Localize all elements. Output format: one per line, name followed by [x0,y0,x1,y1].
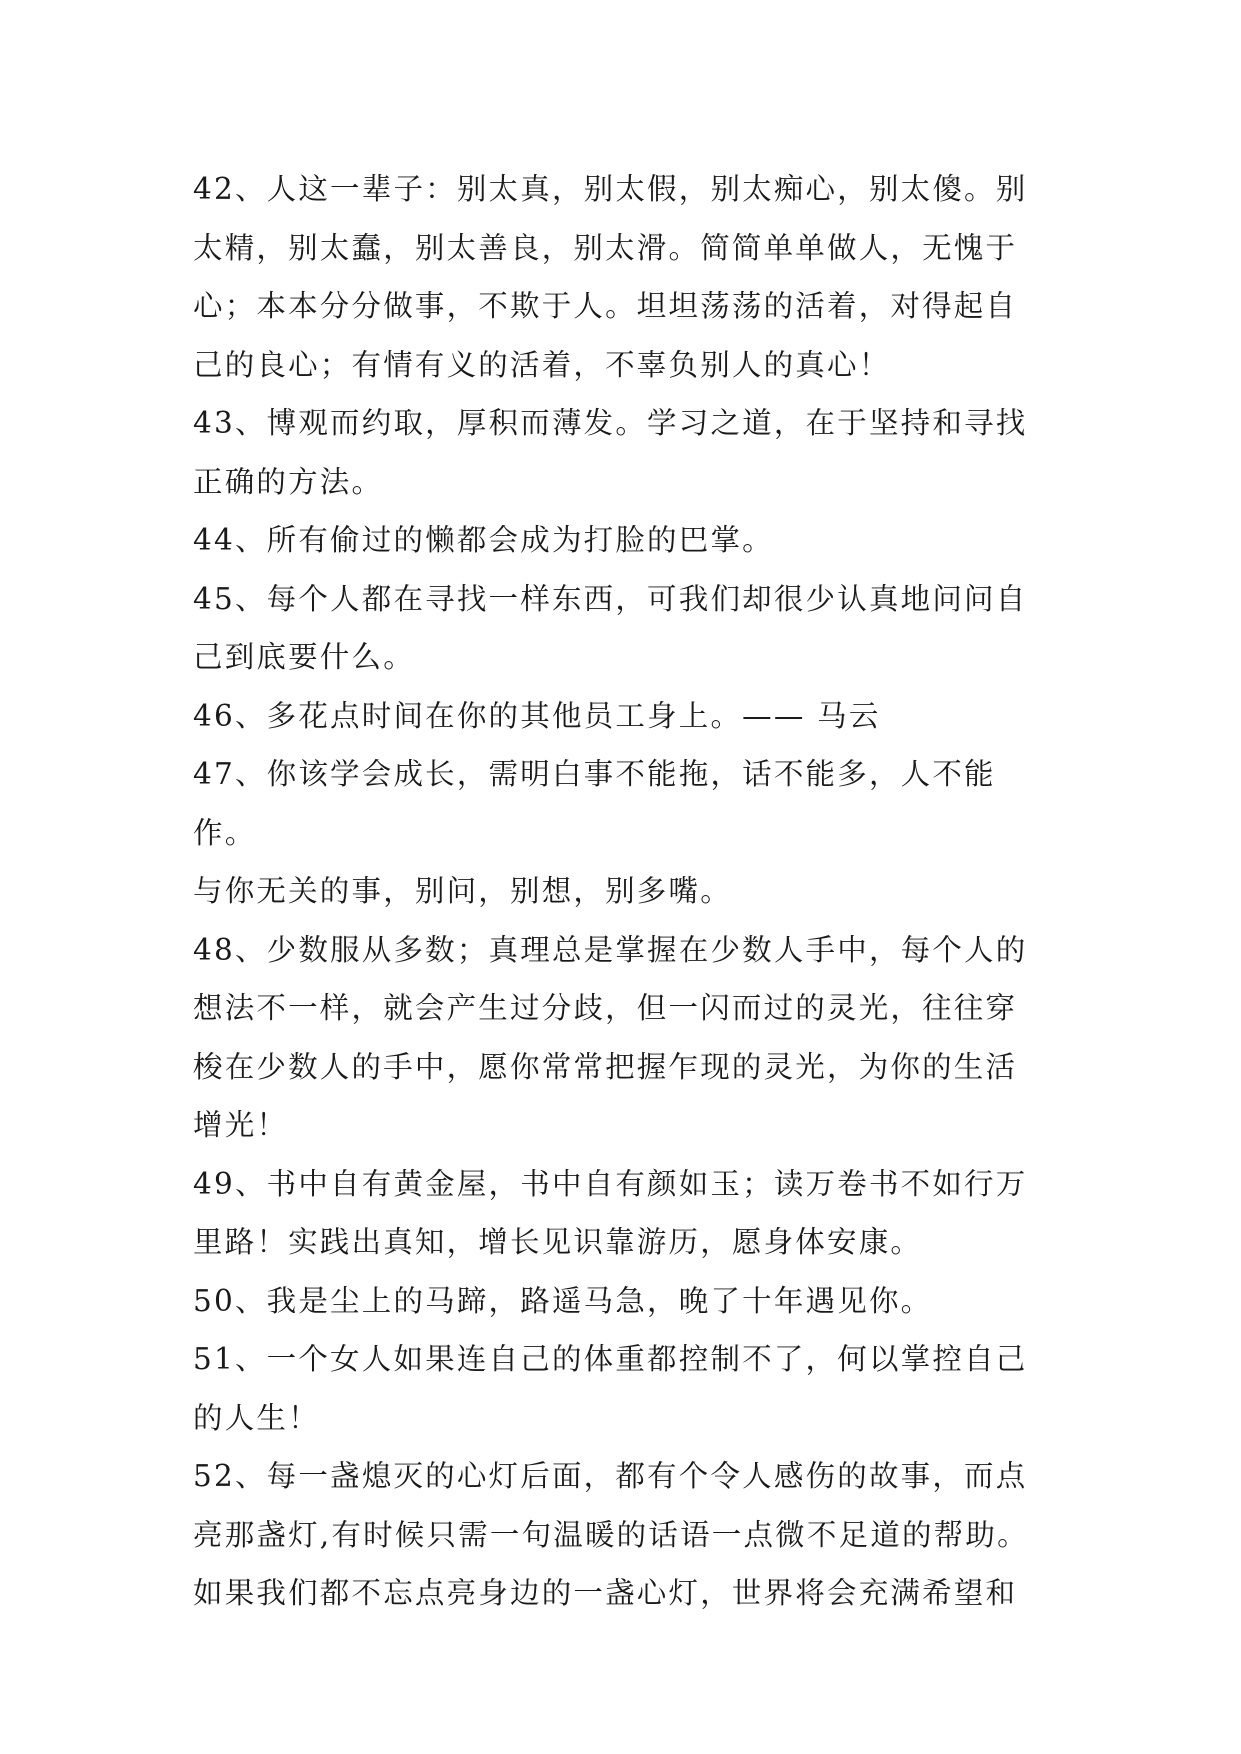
text-line: 的人生！ [193,1400,320,1435]
text-line: 己的良心；有情有义的活着，不辜负别人的真心！ [193,347,891,382]
text-line: 心；本本分分做事，不欺于人。坦坦荡荡的活着，对得起自 [193,289,1018,323]
text-line: 44、所有偷过的懒都会成为打脸的巴掌。 [193,523,774,557]
text-line: 与你无关的事，别问，别想，别多嘴。 [193,874,732,908]
text-line: 梭在少数人的手中，愿你常常把握乍现的灵光，为你的生活 [193,1049,1018,1084]
text-line: 42、人这一辈子：别太真，别太假，别太痴心，别太傻。别 [193,172,1028,206]
text-line: 增光！ [193,1108,289,1142]
text-line: 49、书中自有黄金屋，书中自有颜如玉；读万卷书不如行万 [193,1166,1028,1201]
text-line: 47、你该学会成长，需明白事不能拖，话不能多，人不能作。 [193,757,996,850]
text-line: 50、我是尘上的马蹄，路遥马急，晚了十年遇见你。 [193,1283,933,1318]
text-line: 正确的方法。 [193,464,384,499]
text-line: 51、一个女人如果连自己的体重都控制不了，何以掌控自己 [193,1342,1028,1376]
quote-list [193,160,1055,1623]
text-line: 46、多花点时间在你的其他员工身上。—— 马云 [193,698,881,733]
text-line: 48、少数服从多数；真理总是掌握在少数人手中，每个人的 [193,932,1028,967]
text-line: 里路！实践出真知，增长见识靠游历，愿身体安康。 [193,1225,923,1259]
text-line: 想法不一样，就会产生过分歧，但一闪而过的灵光，往往穿 [193,991,1018,1025]
text-line: 如果我们都不忘点亮身边的一盏心灯，世界将会充满希望和 [193,1576,1018,1610]
text-line: 43、博观而约取，厚积而薄发。学习之道，在于坚持和寻找 [193,406,1028,440]
text-line: 亮那盏灯,有时候只需一句温暖的话语一点微不足道的帮助。 [193,1517,1029,1552]
text-line: 己到底要什么。 [193,640,415,674]
text-line: 太精，别太蠢，别太善良，别太滑。简简单单做人，无愧于 [193,230,1018,265]
text-line: 52、每一盏熄灭的心灯后面，都有个令人感伤的故事，而点 [193,1459,1028,1493]
text-line: 45、每个人都在寻找一样东西，可我们却很少认真地问问自 [193,581,1028,616]
